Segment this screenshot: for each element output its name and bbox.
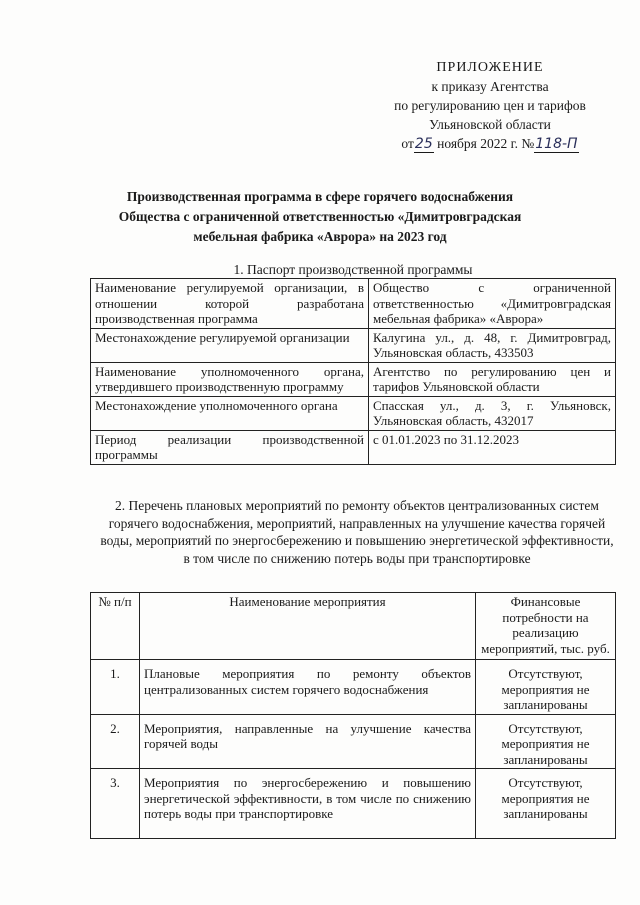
date-prefix: от [401, 136, 414, 151]
row-number: 3. [91, 769, 140, 839]
title-line: мебельная фабрика «Аврора» на 2023 год [193, 229, 447, 244]
passport-value: с 01.01.2023 по 31.12.2023 [369, 430, 616, 464]
table-row [91, 769, 616, 839]
passport-label: Наименование регулируемой организации, в отношении которой разработана производственная программа [91, 279, 369, 329]
measure-financing: Отсутствуют, мероприятия не запланированы [476, 660, 616, 715]
measures-table [90, 592, 616, 839]
passport-table [90, 278, 616, 465]
handwritten-number: 118-П [535, 136, 578, 152]
order-date-line [401, 134, 578, 154]
row-number: 2. [91, 714, 140, 769]
appendix-line: Ульяновской области [429, 117, 551, 132]
handwritten-day: 25 [414, 136, 433, 152]
passport-value: Калугина ул., д. 48, г. Димитровград, Ульяновская область, 433503 [369, 328, 616, 362]
measure-name: Плановые мероприятия по ремонту объектов централизованных систем горячего водоснабжения [140, 660, 476, 715]
table-header-row [91, 593, 616, 660]
passport-label: Период реализации производственной программы [91, 430, 369, 464]
passport-label: Наименование уполномоченного органа, утвердившего производственную программу [91, 362, 369, 396]
appendix-heading: ПРИЛОЖЕНИЕ [436, 60, 544, 75]
column-header-name: Наименование мероприятия [140, 593, 476, 660]
measure-name: Мероприятия по энергосбережению и повышению энергетической эффективности, в том числе по снижению потерь воды при транспортировке [140, 769, 476, 839]
section2-heading: 2. Перечень плановых мероприятий по ремонту объектов централизованных систем горячего водоснабжения, мероприятий, направленных на улучшение качества горячей воды, мероприятий по энергосбережению и повышению энергетической эффективности, в том числе по снижению потерь воды при транспортировке [100, 498, 614, 566]
table-row [91, 396, 616, 430]
column-header-fin: Финансовые потребности на реализацию мероприятий, тыс. руб. [476, 593, 616, 660]
appendix-block [360, 58, 620, 154]
appendix-line: к приказу Агентства [431, 79, 549, 94]
table-row [91, 279, 616, 329]
measure-financing: Отсутствуют, мероприятия не запланированы [476, 769, 616, 839]
title-line: Производственная программа в сфере горячего водоснабжения [126, 189, 514, 204]
passport-value: Общество с ограниченной ответственностью «Димитровградская мебельная фабрика» «Аврора» [369, 279, 616, 329]
passport-value: Спасская ул., д. 3, г. Ульяновск, Ульяновская область, 432017 [369, 396, 616, 430]
table-row [91, 362, 616, 396]
measure-name: Мероприятия, направленные на улучшение качества горячей воды [140, 714, 476, 769]
column-header-num: № п/п [91, 593, 140, 660]
month-year: ноября 2022 г. № [437, 136, 535, 151]
passport-label: Местонахождение регулируемой организации [91, 328, 369, 362]
title-line: Общества с ограниченной ответственностью «Димитровградская [118, 209, 522, 224]
row-number: 1. [91, 660, 140, 715]
document-title [60, 187, 580, 247]
table-row [91, 714, 616, 769]
table-row [91, 430, 616, 464]
table-row [91, 660, 616, 715]
passport-value: Агентство по регулированию цен и тарифов Ульяновской области [369, 362, 616, 396]
appendix-line: по регулированию цен и тарифов [394, 98, 586, 113]
table-row [91, 328, 616, 362]
measure-financing: Отсутствуют, мероприятия не запланированы [476, 714, 616, 769]
section1-heading: 1. Паспорт производственной программы [233, 262, 473, 277]
passport-label: Местонахождение уполномоченного органа [91, 396, 369, 430]
